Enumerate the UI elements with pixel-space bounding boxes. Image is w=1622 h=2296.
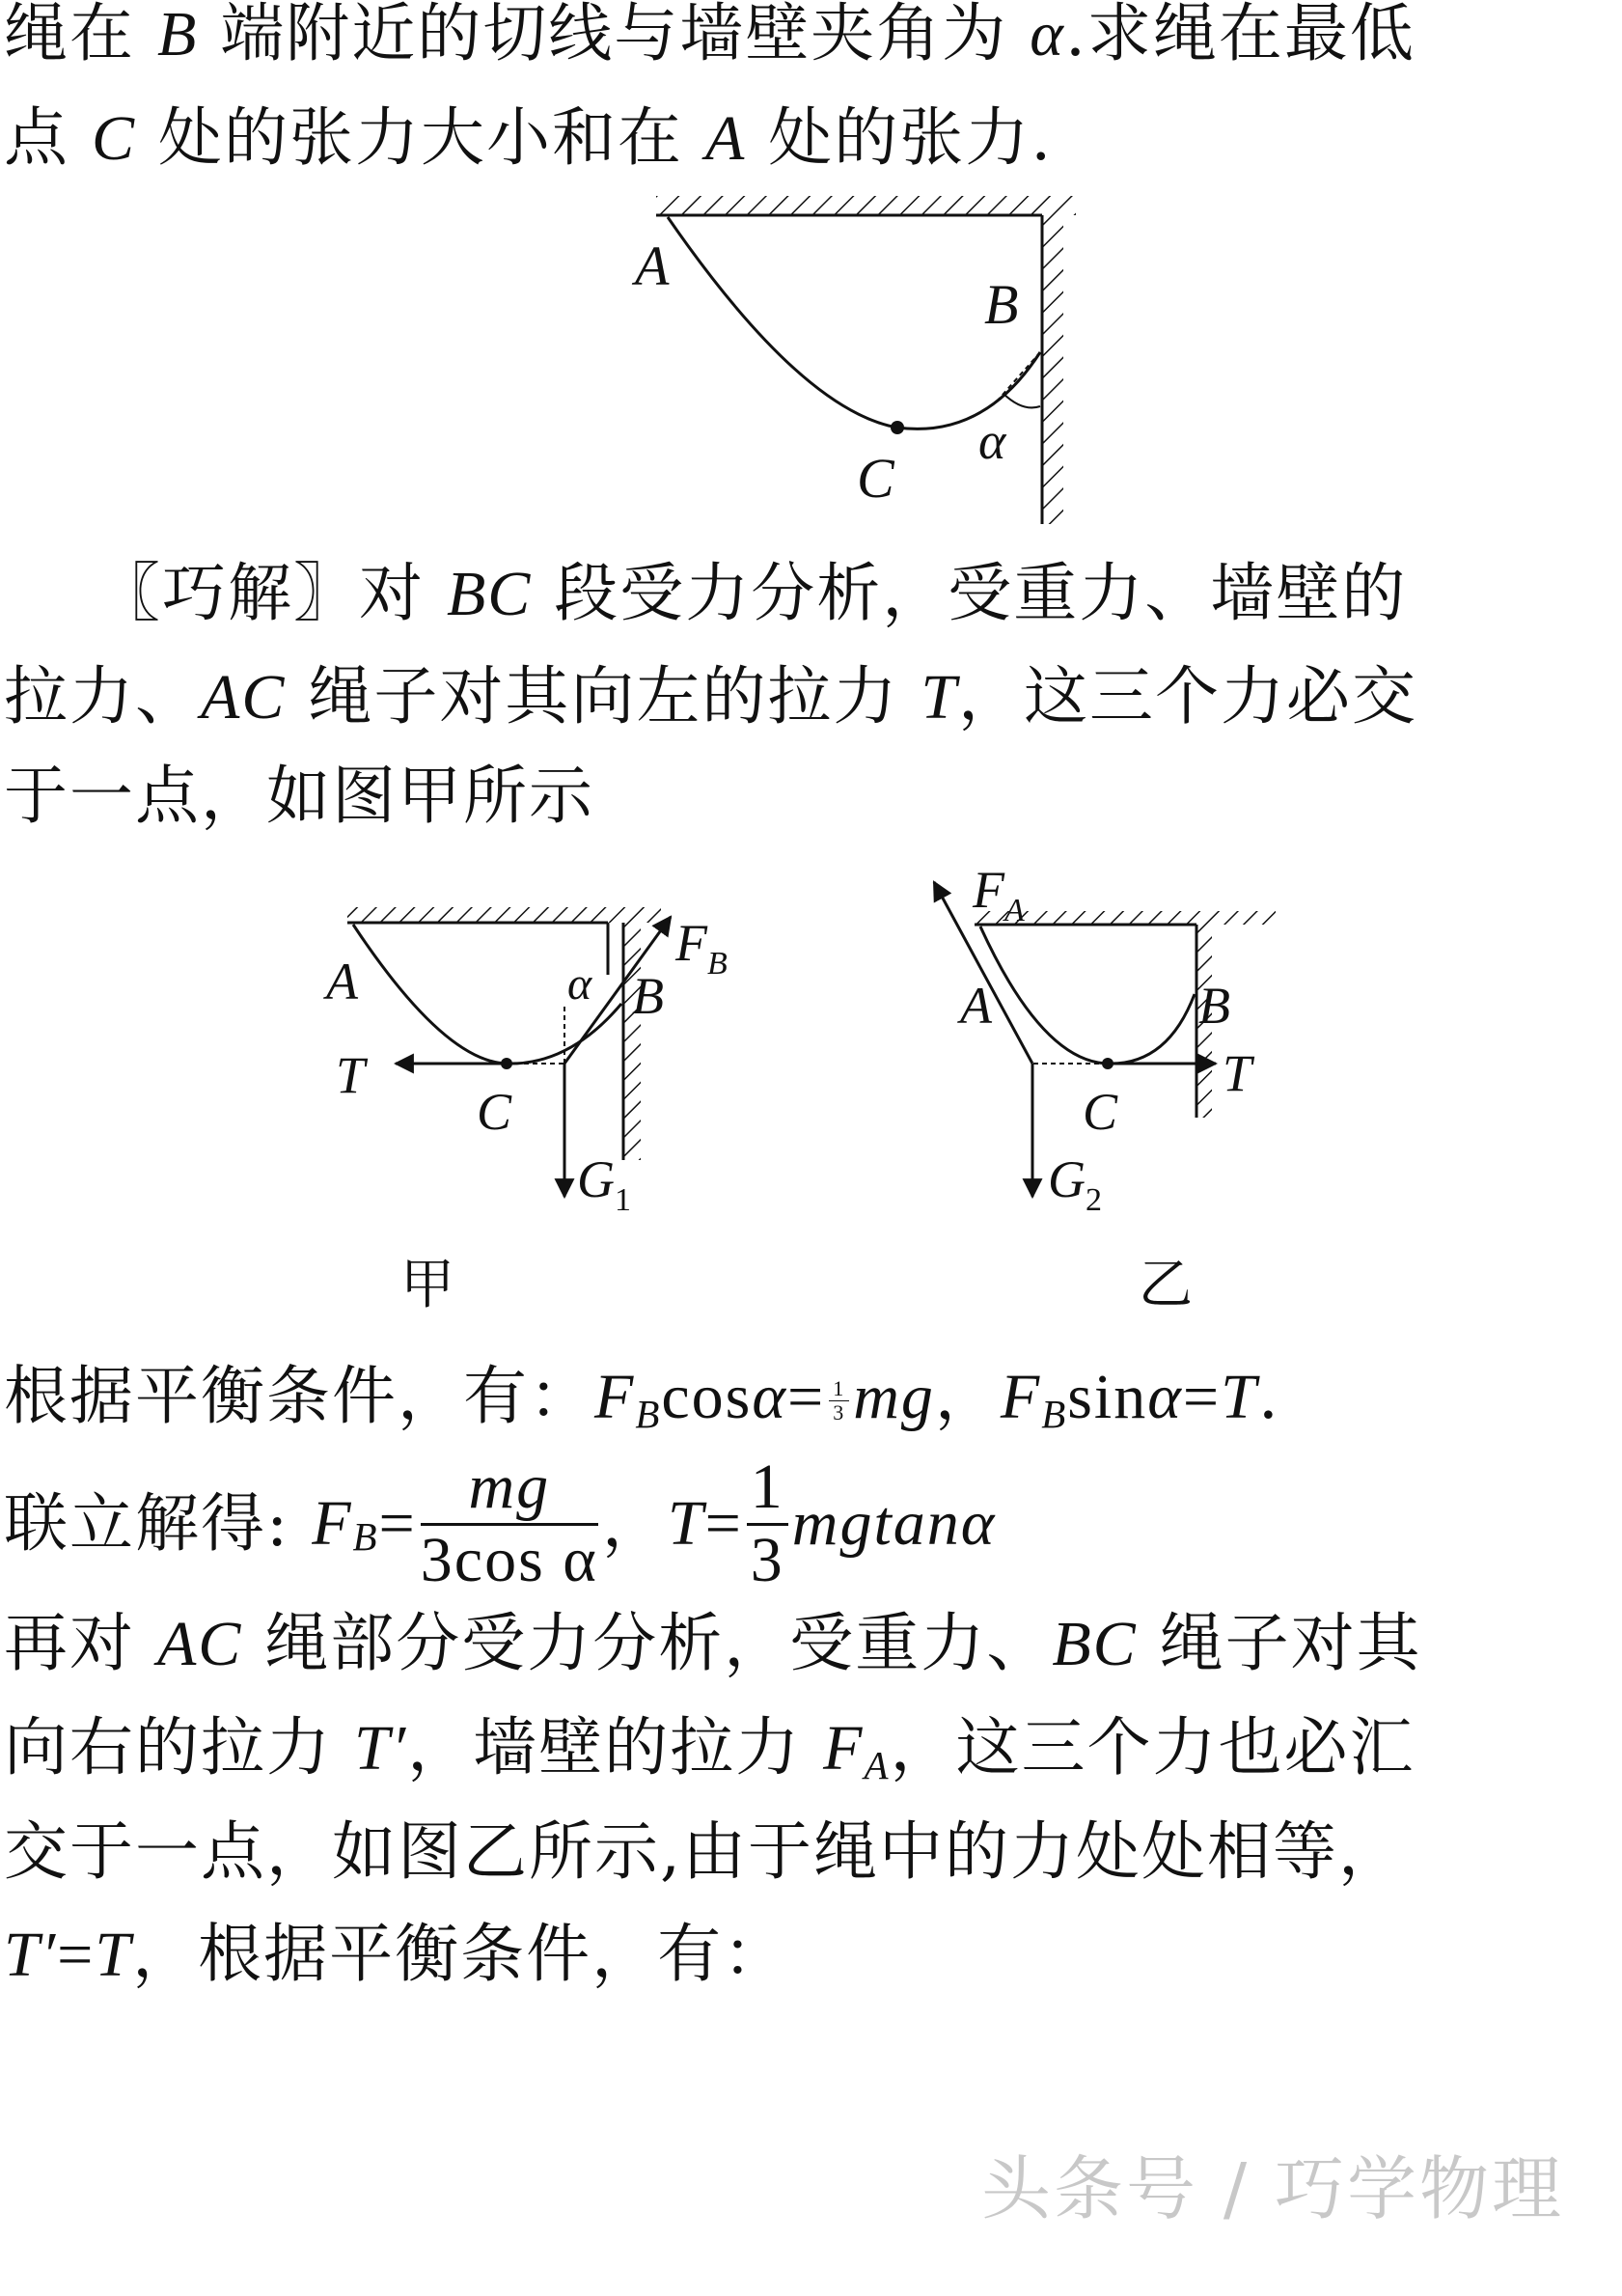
label-g2: $G_2$	[1048, 1150, 1102, 1218]
text-span: ，	[934, 1359, 1001, 1433]
caption-jia: 甲	[400, 1254, 454, 1313]
frac-num: 1	[747, 1452, 788, 1526]
ceiling-hatch	[347, 907, 661, 923]
text-span: 绳子对其	[1137, 1606, 1422, 1680]
figure-rope-wall	[598, 188, 1100, 536]
text-line-8	[4, 1591, 1422, 1698]
math-var: T′	[4, 1920, 58, 1990]
label-fa: $F_A$	[973, 861, 1025, 928]
figure-yi	[907, 859, 1312, 1313]
label-a: A	[326, 953, 358, 1010]
text-span: ，墙壁的拉力	[407, 1710, 824, 1784]
text-line-10: 交于一点，如图乙所示,由于绳中的力处处相等，	[4, 1814, 1404, 1889]
text-span: 根据平衡条件，有：	[4, 1359, 594, 1433]
text-span: 端附近的切线与墙壁夹角为	[198, 0, 1031, 70]
math-op: =	[57, 1920, 96, 1990]
math-op: =	[704, 1488, 743, 1560]
text-span: 〖巧解〗对	[96, 556, 447, 630]
math-var: α	[752, 1362, 787, 1432]
math-expr: mgtanα	[791, 1488, 997, 1560]
text-line-2	[4, 85, 1053, 192]
math-var: AC	[201, 662, 287, 733]
fraction-small	[829, 1377, 849, 1425]
math-var: T	[1221, 1362, 1258, 1432]
text-span: 联立解得:	[4, 1486, 313, 1562]
rope-curve	[980, 927, 1195, 1064]
angle-arc	[1003, 394, 1040, 407]
label-b: B	[1198, 977, 1230, 1035]
text-span: .	[1257, 1359, 1280, 1433]
math-var: mg	[853, 1362, 935, 1432]
point-c	[891, 421, 904, 434]
fraction-t	[747, 1452, 788, 1595]
text-line-3	[96, 540, 1407, 648]
frac-den: 3	[833, 1400, 846, 1425]
frac-num: 1	[829, 1377, 849, 1401]
label-g1: $G_1$	[577, 1150, 631, 1218]
text-span: .求绳在最低	[1064, 0, 1416, 70]
math-op: =	[1182, 1362, 1222, 1432]
text-span: ，这三个力也必汇	[890, 1710, 1416, 1784]
math-sub: B	[1041, 1393, 1068, 1437]
frac-den: 3	[750, 1524, 784, 1595]
text-line-11	[4, 1901, 788, 2008]
math-var: T	[95, 1920, 133, 1990]
equation-line-1	[4, 1343, 1280, 1468]
ceiling-hatch	[656, 196, 1076, 215]
math-var: T′	[353, 1713, 408, 1784]
text-span: 点	[4, 100, 92, 175]
label-fb: $F_B$	[675, 914, 728, 982]
text-span: 绳子对其向左的拉力	[286, 659, 921, 733]
math-var: F	[312, 1488, 353, 1560]
math-var: α	[1147, 1362, 1183, 1432]
math-var: AC	[156, 1609, 243, 1679]
text-line-4	[4, 644, 1417, 751]
math-var: T	[921, 662, 959, 733]
label-t: T	[1223, 1044, 1252, 1102]
text-span: 处的张力.	[746, 100, 1054, 175]
frac-den: 3cos α	[420, 1524, 598, 1595]
text-span: 再对	[4, 1606, 157, 1680]
text-span: ，	[601, 1486, 668, 1562]
watermark: 头条号 / 巧学物理	[980, 2148, 1564, 2229]
label-c: C	[857, 447, 894, 510]
wall-hatch	[623, 923, 641, 1160]
label-b: B	[632, 967, 664, 1025]
math-var: α	[1030, 0, 1065, 69]
math-fn: cos	[661, 1362, 753, 1432]
text-line-5: 于一点，如图甲所示	[4, 759, 594, 833]
math-var: C	[91, 103, 137, 174]
wall-hatch	[1042, 215, 1063, 524]
label-b: B	[984, 273, 1019, 336]
label-c: C	[1083, 1083, 1118, 1141]
math-var: BC	[1052, 1609, 1138, 1679]
label-a: A	[960, 977, 992, 1035]
text-span: 绳在	[4, 0, 157, 70]
equation-line-2	[4, 1452, 996, 1595]
math-var: F	[594, 1362, 636, 1432]
text-span: 处的张力大小和在	[136, 100, 705, 175]
text-span: 向右的拉力	[4, 1710, 354, 1784]
math-var: F	[1000, 1362, 1042, 1432]
text-span: 段受力分析，受重力、墙壁的	[532, 556, 1408, 630]
text-span: 拉力、	[4, 659, 201, 733]
label-c: C	[477, 1083, 512, 1141]
math-sub: B	[635, 1393, 662, 1437]
label-a: A	[635, 235, 670, 297]
math-sub: A	[864, 1744, 891, 1788]
math-op: =	[378, 1488, 417, 1560]
math-var: T	[667, 1488, 705, 1560]
frac-num: mg	[421, 1452, 598, 1526]
text-line-1	[4, 0, 1416, 88]
label-alpha: α	[567, 958, 592, 1010]
math-var: BC	[446, 559, 533, 629]
text-span: ，这三个力必交	[958, 659, 1418, 733]
math-var: B	[156, 0, 199, 69]
math-fn: sin	[1067, 1362, 1148, 1432]
caption-yi: 乙	[1139, 1254, 1193, 1313]
fraction-fb	[421, 1452, 598, 1595]
math-var: A	[704, 103, 747, 174]
math-var: F	[823, 1713, 865, 1784]
math-sub: B	[352, 1515, 379, 1560]
math-op: =	[786, 1362, 826, 1432]
label-alpha: α	[978, 412, 1006, 470]
label-t: T	[336, 1046, 366, 1104]
text-span: 绳部分受力分析，受重力、	[242, 1606, 1053, 1680]
figure-jia	[318, 869, 782, 1313]
text-span: ，根据平衡条件，有：	[132, 1917, 789, 1991]
